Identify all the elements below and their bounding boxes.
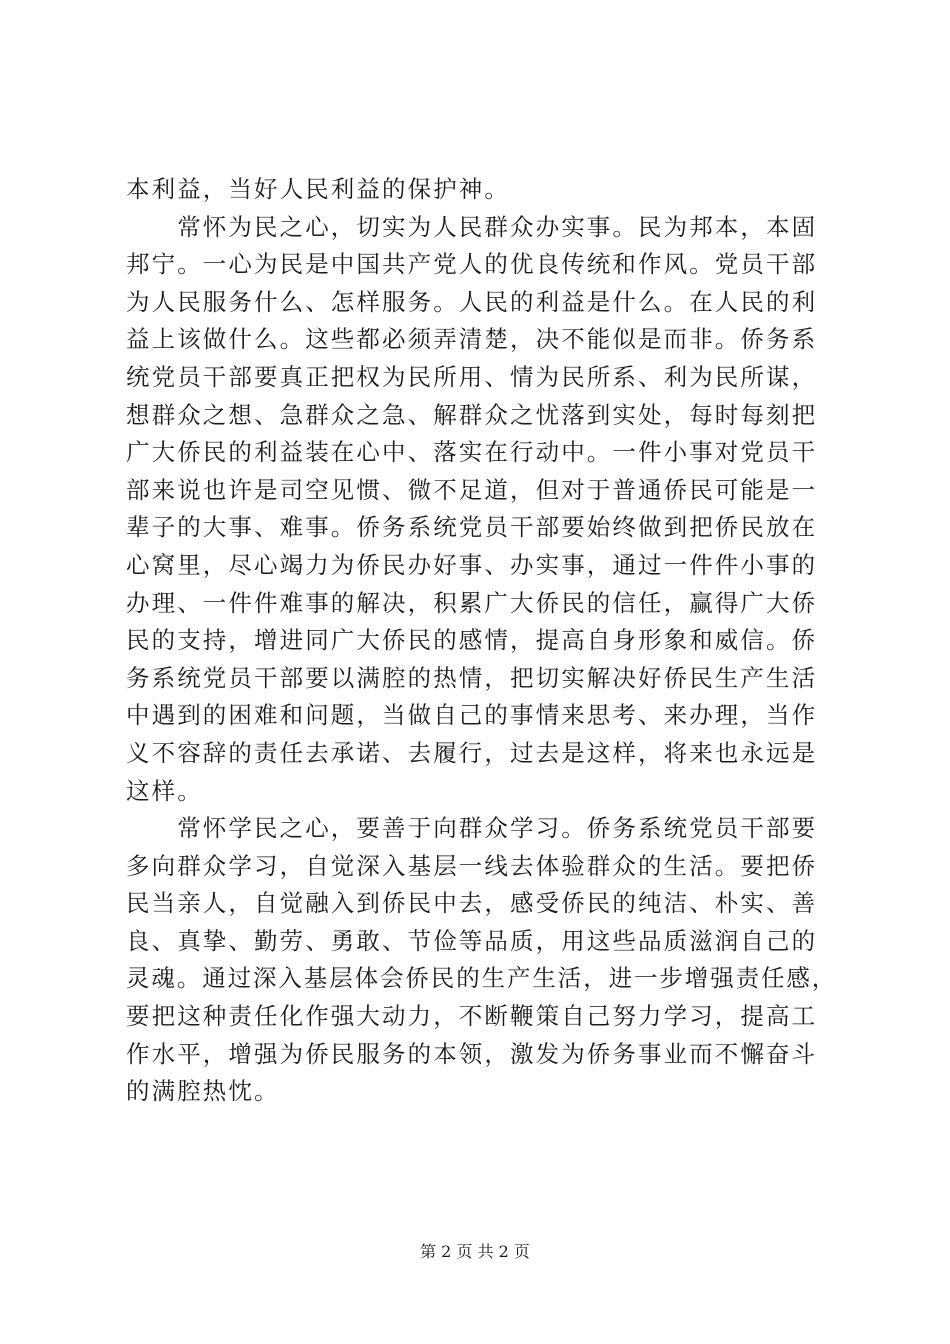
page-number-footer: 第 2 页 共 2 页 bbox=[420, 1242, 530, 1261]
text-line: 统党员干部要真正把权为民所用、情为民所系、利为民所谋， bbox=[126, 362, 818, 391]
text-line: 邦宁。一心为民是中国共产党人的优良传统和作风。党员干部 bbox=[126, 250, 818, 279]
text-line: 想群众之想、急群众之急、解群众之忧落到实处，每时每刻把 bbox=[126, 400, 818, 429]
text-line: 常怀学民之心，要善于向群众学习。侨务系统党员干部要 bbox=[126, 814, 818, 843]
text-line: 的满腔热忱。 bbox=[126, 1077, 280, 1106]
text-line: 作水平，增强为侨民服务的本领，激发为侨务事业而不懈奋斗 bbox=[126, 1039, 818, 1068]
text-line: 灵魂。通过深入基层体会侨民的生产生活，进一步增强责任感， bbox=[126, 964, 838, 993]
text-line: 民的支持，增进同广大侨民的感情，提高自身形象和威信。侨 bbox=[126, 626, 818, 655]
text-line: 义不容辞的责任去承诺、去履行，过去是这样，将来也永远是 bbox=[126, 738, 818, 767]
body-text bbox=[126, 171, 838, 1111]
text-line: 广大侨民的利益装在心中、落实在行动中。一件小事对党员干 bbox=[126, 438, 818, 467]
text-line: 益上该做什么。这些都必须弄清楚，决不能似是而非。侨务系 bbox=[126, 325, 818, 354]
text-line: 辈子的大事、难事。侨务系统党员干部要始终做到把侨民放在 bbox=[126, 513, 818, 542]
text-line: 要把这种责任化作强大动力，不断鞭策自己努力学习，提高工 bbox=[126, 1002, 818, 1031]
text-line: 务系统党员干部要以满腔的热情，把切实解决好侨民生产生活 bbox=[126, 663, 818, 692]
text-line: 为人民服务什么、怎样服务。人民的利益是什么。在人民的利 bbox=[126, 287, 818, 316]
text-line: 常怀为民之心，切实为人民群众办实事。民为邦本，本固 bbox=[126, 212, 818, 241]
text-line: 本利益，当好人民利益的保护神。 bbox=[126, 175, 510, 203]
text-line: 心窝里，尽心竭力为侨民办好事、办实事，通过一件件小事的 bbox=[126, 550, 818, 579]
text-line: 中遇到的困难和问题，当做自己的事情来思考、来办理，当作 bbox=[126, 701, 818, 730]
text-line: 多向群众学习，自觉深入基层一线去体验群众的生活。要把侨 bbox=[126, 851, 818, 880]
text-line: 办理、一件件难事的解决，积累广大侨民的信任，赢得广大侨 bbox=[126, 588, 818, 617]
text-line: 部来说也许是司空见惯、微不足道，但对于普通侨民可能是一 bbox=[126, 475, 818, 504]
text-line: 良、真挚、勤劳、勇敢、节俭等品质，用这些品质滋润自己的 bbox=[126, 926, 818, 955]
text-line: 这样。 bbox=[126, 776, 203, 805]
text-line: 民当亲人，自觉融入到侨民中去，感受侨民的纯洁、朴实、善 bbox=[126, 889, 818, 918]
